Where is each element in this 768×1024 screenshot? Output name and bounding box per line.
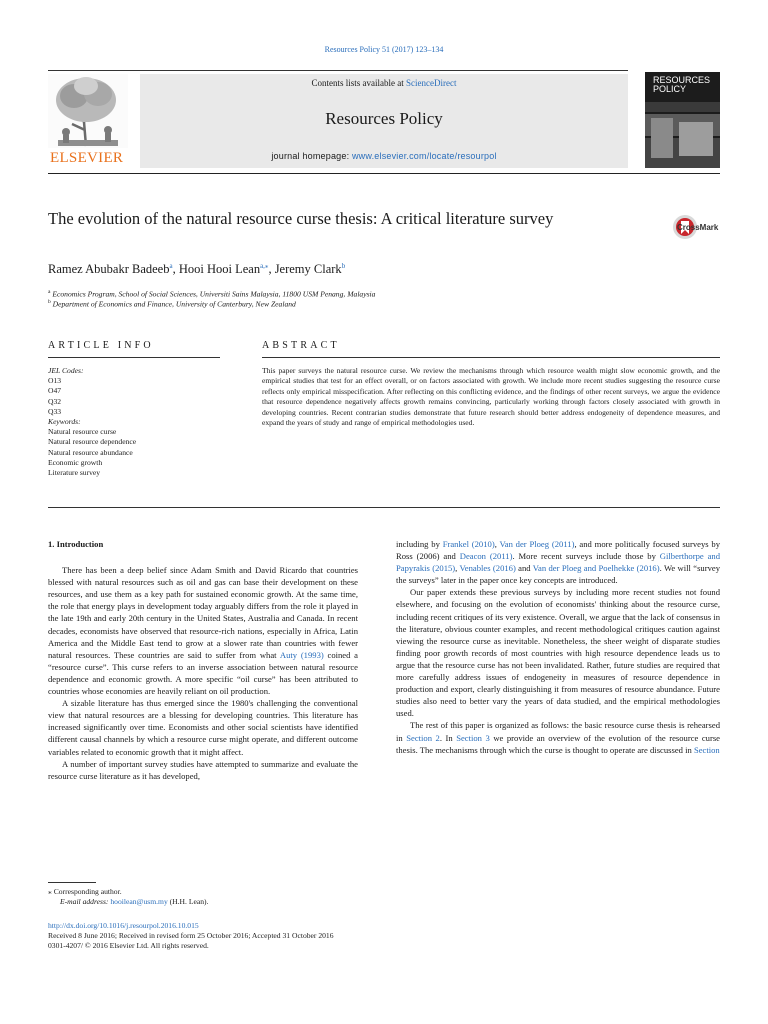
- cover-title: [653, 76, 710, 94]
- received-dates: Received 8 June 2016; Received in revised form 25 October 2016; Accepted 31 October 2016: [48, 931, 334, 940]
- author-separator: ,: [172, 262, 179, 277]
- footnote-rule: [48, 882, 96, 883]
- jel-code: O13: [48, 376, 62, 386]
- author-name[interactable]: Jeremy Clark: [274, 262, 342, 277]
- jel-code: Q33: [48, 406, 62, 416]
- header-bottom-rule: [48, 173, 720, 174]
- affiliation-marker: a: [48, 289, 51, 295]
- affiliation-marker: b: [48, 299, 51, 305]
- body-paragraph: Our paper extends these previous surveys by including more recent studies not found elsewhere, and focusing on the evolution of economists' thinking about the resource curse, including recent critiques of its very existence. Overall, we argue that the lack of consensus in the literature, obvious counter examples, and recent methodological critiques caution against viewing the resource curse as inevitable. Nonetheless, the sheer weight of disparate studies finding poor growth records of most countries with high resource dependence leads us to argue that the resource curse has not been invalidated. Rather, future studies are required that more carefully address issues of endogeneity in measures of resource dependence in production and export, clearly distinguishing it from measures of resource abundance. Future studies also need to better vary the years of data studied, and the empirical methodologies used.: [396, 587, 720, 719]
- body-text: . More recent surveys include those by: [512, 551, 660, 562]
- journal-citation[interactable]: Resources Policy 51 (2017) 123–134: [324, 45, 444, 54]
- jel-code: O47: [48, 386, 62, 396]
- email-label: E-mail address:: [60, 897, 111, 906]
- cover-title-line: POLICY: [653, 84, 687, 94]
- body-text: ,: [494, 539, 500, 549]
- body-text: including by: [396, 539, 443, 549]
- author-separator: ,: [268, 262, 275, 277]
- section-heading-introduction: 1. Introduction: [48, 539, 104, 549]
- author-affiliation-marker[interactable]: a,⁎: [260, 262, 269, 270]
- keyword: Natural resource dependence: [48, 437, 137, 447]
- keyword: Natural resource curse: [48, 427, 117, 437]
- paper-title: The evolution of the natural resource curse thesis: A critical literature survey: [48, 209, 554, 228]
- jel-codes-label: JEL Codes:: [48, 366, 84, 375]
- cover-photo: [679, 122, 713, 156]
- front-matter-rule: [48, 507, 720, 508]
- body-text: . We will “survey the surveys” later in the paper once key concepts are introduced.: [396, 563, 720, 586]
- article-info-panel: [48, 366, 220, 478]
- article-info-heading: ARTICLE INFO: [48, 340, 154, 351]
- doi-link[interactable]: http://dx.doi.org/10.1016/j.resourpol.2016.10.015: [48, 921, 199, 930]
- copyright-line: 0301-4207/ © 2016 Elsevier Ltd. All rights reserved.: [48, 941, 209, 950]
- header-top-rule: [48, 70, 628, 71]
- keyword: Economic growth: [48, 457, 103, 467]
- journal-title: Resources Policy: [325, 109, 443, 128]
- keyword: Literature survey: [48, 468, 101, 478]
- email-link[interactable]: hooilean@usm.my: [110, 897, 168, 906]
- citation-link[interactable]: Gilberthorpe and Papyrakis (2015): [396, 551, 721, 574]
- corresponding-author-note: [48, 887, 208, 897]
- citation-link[interactable]: Venables (2016): [459, 563, 516, 574]
- body-text: ,: [455, 563, 460, 574]
- homepage-prefix: journal homepage:: [271, 151, 352, 161]
- body-text: There has been a deep belief since Adam Smith and David Ricardo that countries blessed with natural resources such as oil and gas can base their development on these resources, and use them as a key path for sustained economic growth. At the same time, the role that energy plays in development today arguably differs from the role it played in the late 19th and early 20th century in the United States, Australia and Canada. In recent decades, economists have observed that resource-rich nations, especially in Africa, Latin America and the Middle East tend to grow at a slower rate than countries with fewer natural resources. These countries are said to suffer from what: [48, 565, 358, 660]
- section-link[interactable]: Section 2: [406, 732, 440, 743]
- author-name[interactable]: Ramez Abubakr Badeeb: [48, 262, 170, 277]
- footnote-marker: ⁎: [48, 887, 52, 896]
- abstract-heading: ABSTRACT: [262, 340, 340, 351]
- author-list: [48, 262, 345, 277]
- cover-photo: [651, 118, 673, 158]
- email-suffix: (H.H. Lean).: [167, 897, 209, 906]
- affiliation: [48, 299, 296, 309]
- body-paragraph: A sizable literature has thus emerged since the 1980's challenging the conventional view that natural resources are a blessing for developing countries. This literature has increased significantly over time. Economists and other social scientists have identified different causal channels by which a resource curse might operate, and different outcome variables related to economic growth that it might affect.: [48, 698, 358, 757]
- sciencedirect-link[interactable]: ScienceDirect: [406, 78, 457, 88]
- body-paragraph: A number of important survey studies have attempted to summarize and evaluate the resource curse literature as it has developed,: [48, 758, 358, 781]
- citation-link[interactable]: Van der Ploeg (2011): [499, 539, 575, 549]
- cover-band: [645, 102, 720, 112]
- body-text: and: [515, 563, 533, 574]
- homepage-link[interactable]: www.elsevier.com/locate/resourpol: [351, 151, 497, 161]
- body-paragraph: [396, 538, 720, 586]
- body-text: coined a “resource curse”. This curse refers to an inverse association between natural resource dependence and economic growth. A more specific “oil curse” has been attributed to countries whose economies are heavily reliant on oil production.: [48, 649, 358, 697]
- section-link[interactable]: Section 3: [456, 732, 490, 743]
- affiliation-text: Economics Program, School of Social Sciences, Universiti Sains Malaysia, 11800 USM Penang, Malaysia: [52, 289, 376, 299]
- body-text: The rest of this paper is organized as follows: the basic resource curse thesis is rehearsed in: [396, 720, 720, 743]
- journal-cover-thumbnail[interactable]: [645, 72, 720, 168]
- body-text: . In: [439, 732, 457, 743]
- body-column-right: [396, 538, 720, 756]
- body-column-left: [48, 538, 358, 782]
- author-affiliation-marker[interactable]: a: [169, 262, 173, 270]
- publication-info: [48, 921, 334, 951]
- section-link[interactable]: Section: [693, 744, 720, 755]
- contents-line: [140, 78, 628, 88]
- contents-prefix: Contents lists available at: [311, 78, 406, 88]
- affiliation: [48, 289, 375, 299]
- body-text: , and more politically focused surveys by Ross (2006) and: [396, 539, 721, 562]
- body-text: we provide an overview of the evolution of the resource curse thesis. The mechanisms through which the curse is thought to operate are discussed in: [396, 732, 720, 755]
- body-paragraph: [396, 719, 720, 755]
- footnote: [48, 887, 208, 907]
- author-name[interactable]: Hooi Hooi Lean: [178, 262, 261, 277]
- abstract-rule: [262, 357, 720, 358]
- citation-link[interactable]: Van der Ploeg and Poelhekke (2016): [532, 563, 660, 574]
- keyword: Natural resource abundance: [48, 447, 133, 457]
- body-paragraph: [48, 564, 358, 697]
- elsevier-wordmark: ELSEVIER: [50, 150, 124, 166]
- crossmark-label[interactable]: CrossMark: [677, 223, 719, 232]
- article-info-rule: [48, 357, 220, 358]
- affiliation-text: Department of Economics and Finance, University of Canterbury, New Zealand: [52, 299, 296, 309]
- jel-code: Q32: [48, 396, 62, 406]
- author-affiliation-marker[interactable]: b: [341, 262, 346, 270]
- cover-title-line: RESOURCES: [653, 75, 711, 85]
- citation-link[interactable]: Deacon (2011): [459, 551, 513, 562]
- email-note: [48, 897, 208, 907]
- keywords-label: Keywords:: [48, 417, 81, 427]
- citation-link[interactable]: Frankel (2010): [442, 539, 495, 549]
- citation-link[interactable]: Auty (1993): [279, 649, 324, 660]
- abstract-text: This paper surveys the natural resource curse. We review the mechanisms through which resource wealth might slow economic growth, and the empirical studies that test for an effect overall, or on factors associated with growth. We include more recent studies suggesting the resource curse reflects only empirical misspecification. After reflecting on this conflicting evidence, and the findings of other recent surveys, we argue the evidence that resource dependence negatively affects growth remains convincing, particularly working through factors closely associated with growth in developing countries. Recent contrarian studies demonstrate that future research should better address endogeneity of dependence measures, and expand the years of study and range of empirical methodologies used.: [262, 366, 720, 428]
- footnote-text: Corresponding author.: [51, 887, 122, 896]
- journal-homepage: [140, 151, 628, 161]
